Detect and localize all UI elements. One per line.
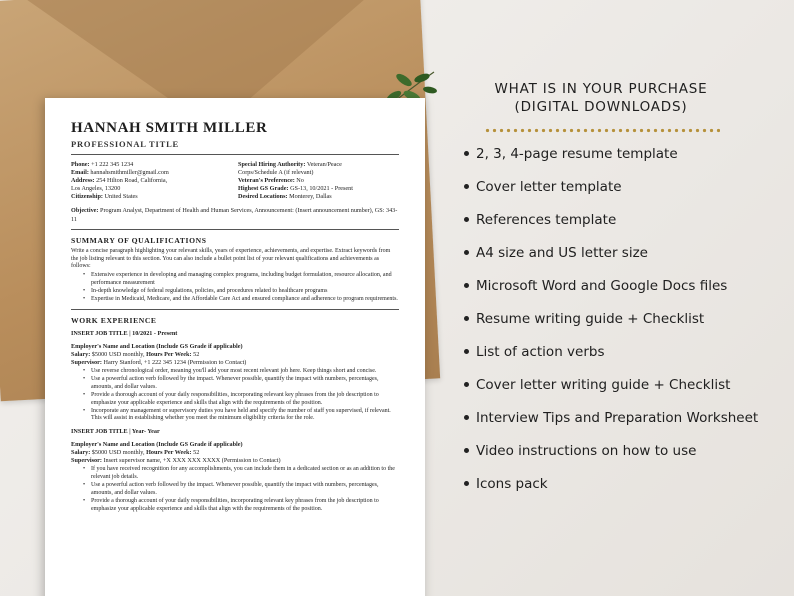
contact-right-line bbox=[238, 169, 399, 177]
summary-bullet: • Extensive experience in developing and managing complex programs, including budget formulation, resource allocation, and performance measurement bbox=[85, 272, 399, 288]
job-bullet: • Provide a thorough account of your daily responsibilities, incorporating relevant key phrases from the job description to emphasize your applicable experience and skills that align with the requirements of the position. bbox=[85, 498, 399, 514]
contact-right-value: Veteran/Peace bbox=[305, 161, 342, 168]
bullet-dot-icon bbox=[464, 217, 469, 222]
job-salary bbox=[71, 351, 399, 359]
job-salary bbox=[71, 449, 399, 457]
contact-left-value: hannahsmithmiller@gmail.com bbox=[88, 169, 169, 177]
objective-text: Program Analyst, Department of Health and Human Services, Announcement: (Insert announcement number), GS: 343-11 bbox=[71, 207, 398, 223]
purchase-item-label: Icons pack bbox=[476, 476, 548, 492]
dotted-divider bbox=[484, 128, 720, 133]
contact-right-line bbox=[238, 193, 399, 201]
bullet-dot-icon bbox=[464, 415, 469, 420]
divider bbox=[71, 154, 399, 155]
contact-block bbox=[71, 161, 399, 201]
resume-preview bbox=[45, 98, 425, 596]
purchase-panel bbox=[470, 80, 770, 509]
purchase-item-label: Interview Tips and Preparation Worksheet bbox=[476, 410, 759, 426]
purchase-item bbox=[470, 179, 770, 195]
purchase-item bbox=[470, 245, 770, 261]
divider bbox=[71, 309, 399, 310]
contact-left-line bbox=[71, 185, 232, 193]
contact-left-value: United States bbox=[102, 193, 138, 201]
job-bullet: • Use reverse chronological order, meaning you'll add your most recent relevant job here. Keep things short and concise. bbox=[85, 368, 399, 376]
contact-left-line bbox=[71, 161, 232, 169]
purchase-item-label: List of action verbs bbox=[476, 344, 605, 360]
job-bullets bbox=[71, 466, 399, 513]
contact-right-value: Monterey, Dallas bbox=[287, 193, 332, 201]
hours-label: Hours Per Week: bbox=[144, 449, 192, 457]
contact-right-line bbox=[238, 161, 399, 169]
purchase-items-list bbox=[470, 146, 770, 492]
bullet-dot-icon bbox=[464, 184, 469, 189]
supervisor-value: Insert supervisor name, +X XXX XXX XXXX (Permission to Contact) bbox=[101, 457, 281, 465]
job-title: INSERT JOB TITLE | Year- Year bbox=[71, 428, 160, 436]
purchase-item-label: A4 size and US letter size bbox=[476, 245, 648, 261]
bullet-dot-icon bbox=[464, 151, 469, 156]
job-supervisor bbox=[71, 457, 399, 465]
contact-right-label: Desired Locations: bbox=[238, 193, 288, 201]
hours-label: Hours Per Week: bbox=[144, 351, 192, 358]
job-bullet: • If you have received recognition for any accomplishments, you can include them in a dedicated section or as an addition to the relevant job details. bbox=[85, 466, 399, 482]
resume-professional-title: PROFESSIONAL TITLE bbox=[71, 139, 180, 149]
contact-right-label: Veteran's Preference: bbox=[238, 177, 295, 185]
resume-name: HANNAH SMITH MILLER bbox=[71, 120, 268, 136]
bullet-dot-icon bbox=[464, 283, 469, 288]
summary-bullet: • Expertise in Medicaid, Medicare, and the Affordable Care Act and ensured compliance and adherence to program requirements. bbox=[85, 296, 399, 304]
purchase-item bbox=[470, 146, 770, 162]
hours-value: 52 bbox=[191, 449, 200, 457]
contact-right-value: GS-13, 10/2021 - Present bbox=[288, 185, 353, 193]
salary-label: Salary: bbox=[71, 449, 91, 457]
purchase-item bbox=[470, 443, 770, 459]
job-bullet: • Incorporate any management or supervisory duties you have held and specify the number of staff you supervised, if relevant. This will assist in establishing whether you meet the minimum eligibility criteria for the role. bbox=[85, 408, 399, 424]
salary-value: $5000 USD monthly, bbox=[90, 449, 145, 457]
bullet-dot-icon bbox=[464, 250, 469, 255]
purchase-item bbox=[470, 212, 770, 228]
purchase-item-label: Video instructions on how to use bbox=[476, 443, 697, 459]
supervisor-label: Supervisor: bbox=[71, 457, 102, 465]
purchase-item-label: Microsoft Word and Google Docs files bbox=[476, 278, 728, 294]
salary-label: Salary: bbox=[71, 351, 91, 358]
contact-left-value: Los Angeles, 13200 bbox=[71, 185, 121, 193]
contact-left-value: +1 222 345 1234 bbox=[89, 161, 134, 168]
jobs-list bbox=[71, 330, 399, 514]
purchase-heading bbox=[470, 80, 732, 116]
job-bullet: • Use a powerful action verb followed by the impact. Whenever possible, quantify the impact with numbers, percentages, amounts, and dollar values. bbox=[85, 376, 399, 392]
purchase-heading-line2: (DIGITAL DOWNLOADS) bbox=[514, 99, 688, 115]
objective-label: Objective: bbox=[71, 207, 99, 215]
supervisor-label: Supervisor: bbox=[71, 359, 102, 366]
contact-left-column bbox=[71, 161, 232, 201]
hours-value: 52 bbox=[191, 351, 200, 358]
bullet-dot-icon bbox=[464, 316, 469, 321]
purchase-item bbox=[470, 311, 770, 327]
purchase-item-label: Cover letter writing guide + Checklist bbox=[476, 377, 731, 393]
purchase-item bbox=[470, 344, 770, 360]
contact-left-label: Email: bbox=[71, 169, 89, 177]
job-bullets bbox=[71, 368, 399, 423]
purchase-item-label: Resume writing guide + Checklist bbox=[476, 311, 705, 327]
bullet-dot-icon bbox=[464, 448, 469, 453]
supervisor-value: Harry Stanford, +1 222 345 1234 (Permission to Contact) bbox=[101, 359, 247, 366]
contact-left-value: 254 Hilton Road, California, bbox=[94, 177, 168, 185]
contact-left-line bbox=[71, 193, 232, 201]
purchase-item-label: Cover letter template bbox=[476, 179, 622, 195]
contact-left-label: Phone: bbox=[71, 161, 90, 168]
contact-left-line bbox=[71, 169, 232, 177]
purchase-item bbox=[470, 410, 770, 426]
purchase-item bbox=[470, 476, 770, 492]
job-supervisor bbox=[71, 359, 399, 367]
salary-value: $5000 USD monthly, bbox=[90, 351, 145, 358]
objective bbox=[71, 207, 399, 223]
contact-right-value: Corps/Schedule A (if relevant) bbox=[238, 169, 314, 177]
summary-text: Write a concise paragraph highlighting your relevant skills, years of experience, achievements, and expertise. Extract keywords from the job listing relevant to this section. You can also include a bullet point list of your relevant qualifications and achievements as follows: bbox=[71, 247, 391, 270]
contact-right-column bbox=[232, 161, 399, 201]
purchase-item-label: References template bbox=[476, 212, 617, 228]
job-employer: Employer's Name and Location (Include GS Grade if applicable) bbox=[71, 343, 243, 350]
job-bullet: • Use a powerful action verb followed by the impact. Whenever possible, quantify the impact with numbers, percentages, amounts, and dollar values. bbox=[85, 482, 399, 498]
work-experience-title: WORK EXPERIENCE bbox=[71, 316, 157, 325]
purchase-item bbox=[470, 278, 770, 294]
job-entry bbox=[71, 330, 399, 423]
contact-right-line bbox=[238, 185, 399, 193]
contact-right-value: No bbox=[294, 177, 304, 185]
job-bullet: • Provide a thorough account of your daily responsibilities, incorporating relevant key phrases from the job description to emphasize your applicable experience and skills that align with the requirements of the position. bbox=[85, 392, 399, 408]
summary-bullet: • In-depth knowledge of federal regulations, policies, and procedures related to healthcare programs bbox=[85, 288, 399, 296]
bullet-dot-icon bbox=[464, 481, 469, 486]
bullet-dot-icon bbox=[464, 382, 469, 387]
summary-title: SUMMARY OF QUALIFICATIONS bbox=[71, 235, 207, 245]
job-entry bbox=[71, 428, 399, 513]
job-title: INSERT JOB TITLE | 10/2021 - Present bbox=[71, 330, 178, 337]
bullet-dot-icon bbox=[464, 349, 469, 354]
contact-right-label: Highest GS Grade: bbox=[238, 185, 289, 193]
purchase-item bbox=[470, 377, 770, 393]
job-employer: Employer's Name and Location (Include GS Grade if applicable) bbox=[71, 441, 243, 449]
summary-bullets bbox=[71, 272, 399, 304]
divider bbox=[71, 229, 399, 230]
contact-right-label: Special Hiring Authority: bbox=[238, 161, 306, 168]
contact-left-label: Citizenship: bbox=[71, 193, 103, 201]
contact-left-line bbox=[71, 177, 232, 185]
contact-right-line bbox=[238, 177, 399, 185]
purchase-item-label: 2, 3, 4-page resume template bbox=[476, 146, 678, 162]
contact-left-label: Address: bbox=[71, 177, 95, 185]
purchase-heading-line1: WHAT IS IN YOUR PURCHASE bbox=[494, 81, 708, 97]
